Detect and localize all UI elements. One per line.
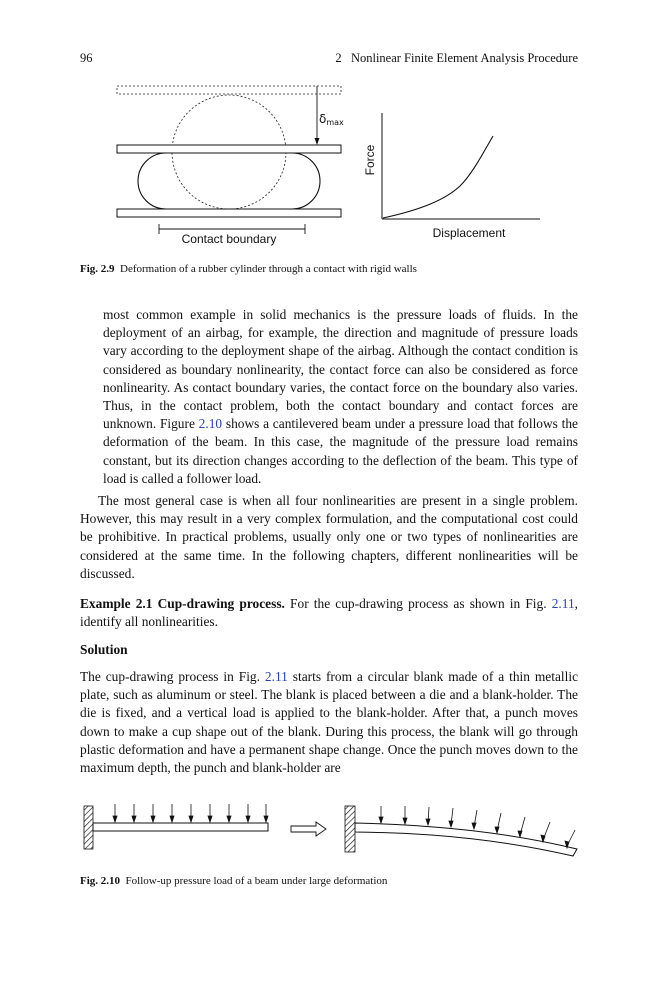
link-fig-2-10[interactable]: 2.10 <box>198 416 223 432</box>
fig-2-10-label: Fig. 2.10 <box>80 875 121 887</box>
link-fig-2-11[interactable]: 2.11 <box>551 596 575 611</box>
solution-text: The cup-drawing process in Fig. 2.11 starts from a circular blank made of a thin metallic plate, such as aluminum or steel. The blank is placed between a die and a blank-holder. The die is fixed, and a vertical load is applied to the blank-holder. After that, a punch moves down to make a cup shape out of the blank. During this process, the blank will go through plastic deformation and have a permanent shape change. Once the punch moves down to the maximum depth, the punch and blank-holder are <box>80 669 579 776</box>
fig-2-10-caption-text: Follow-up pressure load of a beam under large deformation <box>125 875 388 887</box>
example-2-1: Example 2.1 Cup-drawing process. For the cup-drawing process as shown in Fig. 2.11, identify all nonlinearities. <box>80 596 579 630</box>
fig-2-9-caption-text: Deformation of a rubber cylinder through a contact with rigid walls <box>120 263 417 275</box>
figure-2-9 <box>0 0 660 270</box>
top-rigid-wall <box>117 145 341 153</box>
pressure-arrows-left <box>113 804 268 822</box>
wall-right <box>345 806 355 852</box>
transition-arrow <box>291 822 326 836</box>
x-axis-label: Displacement <box>432 226 506 240</box>
solution-heading: Solution <box>80 642 128 657</box>
original-wall-dashed <box>117 86 341 94</box>
paragraph-general-case: The most general case is when all four nonlinearities are present in a single problem. However, this may result in a very complex formulation, and the computational cost could be prohibitive. In practical problems, usually only one or two types of nonlinearities are considered at the same time. In the following chapters, different nonlinearities will be discussed. <box>80 493 578 581</box>
bottom-rigid-wall <box>117 209 341 217</box>
fig-2-10-caption <box>80 875 387 887</box>
example-title: Example 2.1 Cup-drawing process. <box>80 596 285 611</box>
figure-2-10 <box>0 795 660 865</box>
delta-max-label: δmax <box>319 112 344 127</box>
delta-arrow-head <box>315 138 320 145</box>
page-number: 96 <box>80 51 93 65</box>
beam-undeformed <box>93 823 268 831</box>
force-displacement-curve <box>383 136 493 218</box>
wall-left <box>84 806 93 849</box>
contact-boundary-label: Contact boundary <box>181 232 277 246</box>
deformed-cylinder <box>138 153 320 209</box>
y-axis-label: Force <box>363 144 377 176</box>
link-fig-2-11-solution[interactable]: 2.11 <box>264 669 288 684</box>
fig-2-9-caption <box>80 263 417 275</box>
fig-2-9-label: Fig. 2.9 <box>80 263 115 275</box>
paragraph-follower-load: most common example in solid mechanics is the pressure loads of fluids. In the deployment of an airbag, for example, the direction and magnitude of pressure loads vary according to the deployment shape of the airbag. Although the contact condition is considered as boundary nonlinearity, the contact force can also be considered as force nonlinearity. As contact boundary varies, the contact force on the boundary also varies. Thus, in the contact problem, both the contact boundary and contact forces are unknown. Figure 2.10 shows a cantilevered beam under a pressure load that follows the deformation of the beam. In this case, the magnitude of the pressure load remains constant, but its direction changes according to the deflection of the beam. This type of load is called a follower load. <box>103 307 578 486</box>
running-title: 2 Nonlinear Finite Element Analysis Procedure <box>335 51 578 65</box>
